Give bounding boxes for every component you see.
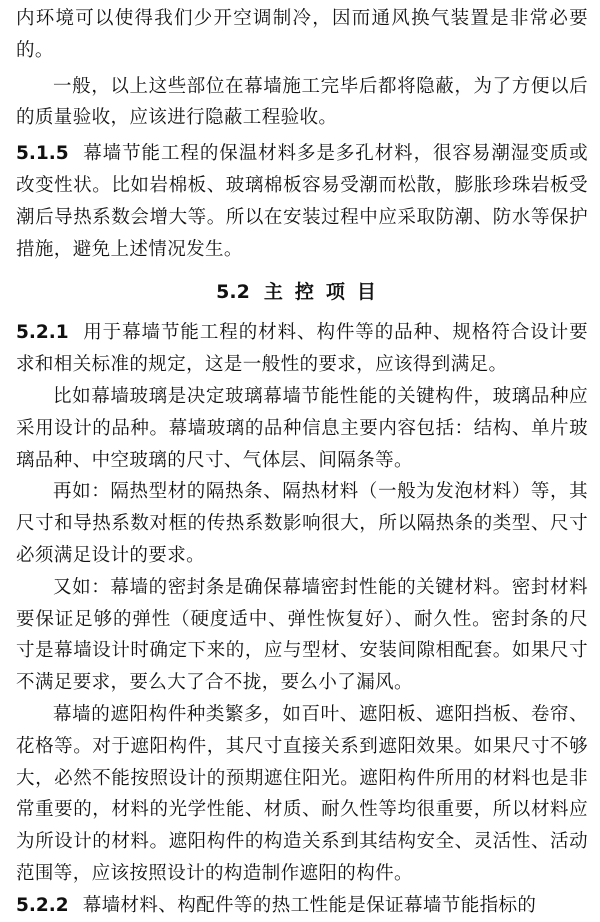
clause-text: 用于幕墙节能工程的材料、构件等的品种、规格符合设计要求和相关标准的规定，这是一般性的要求，应该得到满足。	[16, 322, 588, 376]
paragraph-continuation: 内环境可以使得我们少开空调制冷，因而通风换气装置是非常必要的。	[16, 8, 588, 61]
section-heading	[16, 277, 588, 307]
clause-5-1-5	[16, 138, 588, 265]
clause-text: 幕墙材料、构配件等的热工性能是保证幕墙节能指标的	[82, 894, 537, 916]
paragraph-glass: 比如幕墙玻璃是决定玻璃幕墙节能性能的关键构件，玻璃品种应采用设计的品种。幕墙玻璃的品种信息主要内容包括：结构、单片玻璃品种、中空玻璃的尺寸、气体层、间隔条等。	[16, 385, 588, 471]
clause-text: 幕墙节能工程的保温材料多是多孔材料，很容易潮湿变质或改变性状。比如岩棉板、玻璃棉板容易受潮而松散，膨胀珍珠岩板受潮后导热系数会增大等。所以在安装过程中应采取防潮、防水等保护措施，避免上述情况发生。	[16, 143, 588, 260]
clause-number: 5.1.5	[16, 143, 69, 165]
section-title-text: 主控项目	[263, 281, 388, 304]
paragraph-shading: 幕墙的遮阳构件种类繁多，如百叶、遮阳板、遮阳挡板、卷帘、花格等。对于遮阳构件，其尺寸直接关系到遮阳效果。如果尺寸不够大，必然不能按照设计的预期遮住阳光。遮阳构件所用的材料也是非常重要的，材料的光学性能、材质、耐久性等均很重要，所以材料应为所设计的材料。遮阳构件的构造关系到其结构安全、灵活性、活动范围等，应该按照设计的构造制作遮阳的构件。	[16, 703, 588, 884]
clause-5-2-1	[16, 317, 588, 381]
clause-5-2-2	[16, 890, 588, 922]
paragraph-seal-strip: 又如：幕墙的密封条是确保幕墙密封性能的关键材料。密封材料要保证足够的弹性（硬度适中、弹性恢复好）、耐久性。密封条的尺寸是幕墙设计时确定下来的，应与型材、安装间隙相配套。如果尺寸不满足要求，要么大了合不拢，要么小了漏风。	[16, 576, 588, 694]
clause-number: 5.2.1	[16, 322, 69, 344]
paragraph-insulation-strip: 再如：隔热型材的隔热条、隔热材料（一般为发泡材料）等，其尺寸和导热系数对框的传热系数影响很大，所以隔热条的类型、尺寸必须满足设计的要求。	[16, 481, 588, 566]
clause-number: 5.2.2	[16, 894, 69, 916]
paragraph-concealed-works: 一般，以上这些部位在幕墙施工完毕后都将隐蔽，为了方便以后的质量验收，应该进行隐蔽工程验收。	[16, 75, 588, 129]
section-number: 5.2	[216, 281, 250, 304]
